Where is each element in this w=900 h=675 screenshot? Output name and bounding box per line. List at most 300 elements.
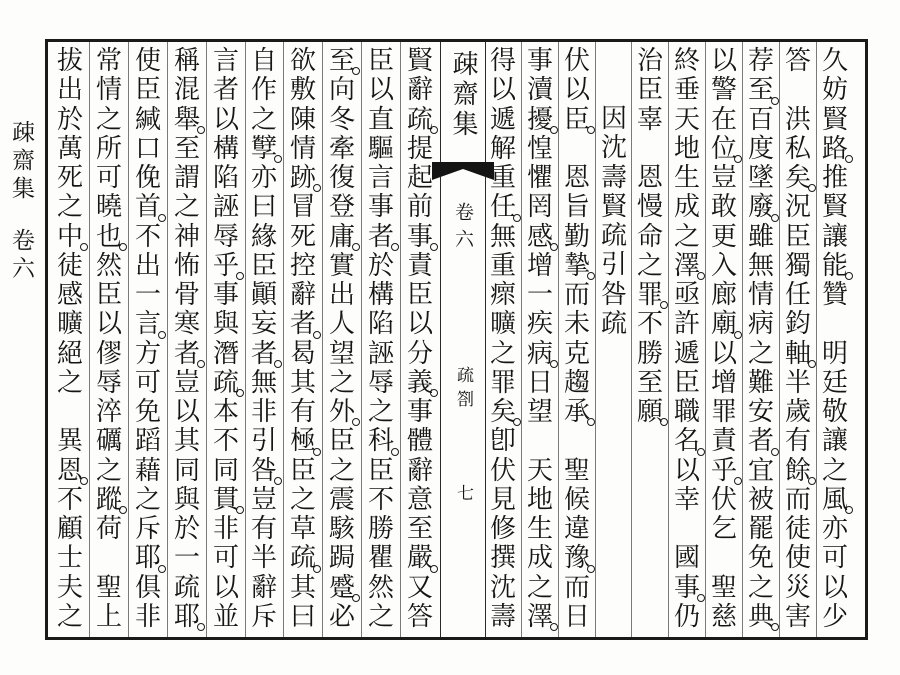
character: 不 xyxy=(367,484,394,515)
character: 之 xyxy=(747,338,774,369)
character: 旨 xyxy=(563,192,590,223)
character: 壽 xyxy=(489,601,516,632)
character: 一 xyxy=(134,280,161,310)
character: 伏 xyxy=(563,46,590,76)
left-text-column-2 xyxy=(362,47,400,632)
character: 至 xyxy=(406,514,433,544)
character: 職 xyxy=(673,397,700,427)
blank-space xyxy=(90,544,128,573)
character: 事 xyxy=(526,46,553,76)
character: 臣 xyxy=(289,455,316,486)
character: 淬 xyxy=(95,397,122,427)
character: 被 xyxy=(747,484,774,515)
character: 誣 xyxy=(367,338,394,369)
character: 義 xyxy=(406,367,433,398)
character: 情 xyxy=(747,280,774,310)
character: 至 xyxy=(636,367,663,398)
character: 神 xyxy=(173,221,200,252)
character: 驅 xyxy=(367,133,394,164)
character: 澤 xyxy=(673,250,700,281)
character: 而 xyxy=(563,280,590,310)
character: 曉 xyxy=(95,192,122,223)
character: 構 xyxy=(367,280,394,310)
character: 賢 xyxy=(821,192,848,223)
character: 藉 xyxy=(134,455,161,486)
character: 治 xyxy=(636,46,663,76)
character: 與 xyxy=(173,484,200,515)
character: 嚴 xyxy=(406,543,433,574)
center-strip-volume: 卷六 xyxy=(452,202,474,256)
character: 臣 xyxy=(563,104,590,135)
character: 不 xyxy=(56,484,83,515)
character: 位 xyxy=(710,133,737,164)
character: 科 xyxy=(367,426,394,457)
character: 混 xyxy=(173,75,200,106)
character: 人 xyxy=(328,309,355,340)
character: 潛 xyxy=(212,338,239,369)
character: 於 xyxy=(56,104,83,135)
character: 恩 xyxy=(563,163,590,193)
character: 疾 xyxy=(526,309,553,340)
character: 之 xyxy=(526,572,553,603)
character: 日 xyxy=(563,601,590,632)
right-text-column-6 xyxy=(631,47,669,427)
character: 之 xyxy=(56,367,83,398)
character: 誣 xyxy=(212,192,239,223)
character: 跡 xyxy=(289,163,316,193)
character: 之 xyxy=(673,221,700,252)
character: 生 xyxy=(526,514,553,544)
character: 臣 xyxy=(367,46,394,76)
character: 乞 xyxy=(710,514,737,544)
character: 害 xyxy=(784,601,811,632)
character: 病 xyxy=(747,309,774,340)
character: 澤 xyxy=(526,601,553,632)
character: 起 xyxy=(406,163,433,193)
character: 之 xyxy=(328,367,355,398)
character: 聖 xyxy=(563,455,590,486)
character: 賢 xyxy=(821,104,848,135)
character: 之 xyxy=(367,397,394,427)
character: 前 xyxy=(406,192,433,223)
character: 怖 xyxy=(173,250,200,281)
character: 推 xyxy=(821,163,848,193)
character: 事 xyxy=(367,192,394,223)
character: 事 xyxy=(673,572,700,603)
character: 半 xyxy=(250,543,277,574)
character: 辱 xyxy=(95,367,122,398)
character: 感 xyxy=(56,280,83,310)
character: 增 xyxy=(526,250,553,281)
character: 有 xyxy=(250,514,277,544)
character: 臣 xyxy=(636,75,663,106)
character: 作 xyxy=(250,75,277,106)
character: 上 xyxy=(95,601,122,632)
character: 控 xyxy=(289,250,316,281)
character: 情 xyxy=(95,75,122,106)
character: 有 xyxy=(289,397,316,427)
character: 廟 xyxy=(710,309,737,340)
character: 答 xyxy=(784,46,811,76)
character: 臣 xyxy=(250,250,277,281)
character: 而 xyxy=(784,484,811,515)
character: 終 xyxy=(673,46,700,76)
character: 臣 xyxy=(95,280,122,310)
character: 敷 xyxy=(289,75,316,106)
character: 貫 xyxy=(212,484,239,515)
character: 以 xyxy=(406,309,433,340)
character: 曰 xyxy=(250,192,277,223)
character: 之 xyxy=(367,601,394,632)
character: 伏 xyxy=(710,484,737,515)
character: 與 xyxy=(212,309,239,340)
character: 孼 xyxy=(250,133,277,164)
character: 之 xyxy=(134,484,161,515)
character: 感 xyxy=(526,221,553,252)
character: 提 xyxy=(406,133,433,164)
character: 成 xyxy=(673,192,700,223)
character: 墜 xyxy=(747,163,774,193)
character: 出 xyxy=(328,280,355,310)
character: 咎 xyxy=(600,279,627,310)
character: 耶 xyxy=(134,543,161,574)
character: 天 xyxy=(673,104,700,135)
character: 卽 xyxy=(489,426,516,457)
character: 辭 xyxy=(289,280,316,310)
character: 死 xyxy=(56,163,83,193)
character: 難 xyxy=(747,367,774,398)
right-text-column-9 xyxy=(521,47,559,632)
character: 瞿 xyxy=(367,543,394,574)
character: 宜 xyxy=(747,455,774,486)
character: 免 xyxy=(134,397,161,427)
character: 免 xyxy=(747,543,774,574)
character: 沈 xyxy=(600,133,627,164)
character: 方 xyxy=(134,338,161,369)
character: 本 xyxy=(212,397,239,427)
character: 餘 xyxy=(784,455,811,486)
character: 至 xyxy=(328,46,355,76)
character: 言 xyxy=(212,46,239,76)
character: 壽 xyxy=(600,162,627,193)
character: 見 xyxy=(489,484,516,515)
character: 至 xyxy=(173,133,200,164)
character: 必 xyxy=(328,601,355,632)
character: 典 xyxy=(747,601,774,632)
character: 增 xyxy=(710,367,737,398)
character: 修 xyxy=(489,514,516,544)
character: 以 xyxy=(710,46,737,76)
character: 違 xyxy=(563,514,590,544)
character: 臣 xyxy=(406,280,433,310)
character: 外 xyxy=(328,397,355,427)
character: 荐 xyxy=(747,46,774,76)
character: 之 xyxy=(95,104,122,135)
character: 自 xyxy=(250,46,277,76)
character: 答 xyxy=(406,601,433,632)
character: 賢 xyxy=(406,46,433,76)
character: 以 xyxy=(173,397,200,427)
character: 伏 xyxy=(489,455,516,486)
character: 曠 xyxy=(56,309,83,340)
character: 荷 xyxy=(95,514,122,544)
character: 亦 xyxy=(821,514,848,544)
left-text-column-7 xyxy=(168,47,206,632)
character: 非 xyxy=(212,514,239,544)
character: 死 xyxy=(289,221,316,252)
character: 斥 xyxy=(250,601,277,632)
character: 疏 xyxy=(600,308,627,339)
character: 矣 xyxy=(489,397,516,427)
character: 以 xyxy=(563,75,590,106)
character: 責 xyxy=(710,426,737,457)
character: 之 xyxy=(289,484,316,515)
character: 僇 xyxy=(95,338,122,369)
character: 士 xyxy=(56,543,83,574)
left-text-column-10 xyxy=(51,47,89,632)
character: 遞 xyxy=(673,338,700,369)
character: 謂 xyxy=(173,163,200,193)
character: 地 xyxy=(673,133,700,164)
character: 以 xyxy=(212,572,239,603)
character: 事 xyxy=(406,397,433,427)
character: 於 xyxy=(173,514,200,544)
character: 跼 xyxy=(328,543,355,574)
character: 辭 xyxy=(406,455,433,486)
character: 贊 xyxy=(821,280,848,310)
character: 軸 xyxy=(784,338,811,369)
character: 陳 xyxy=(289,104,316,135)
character: 候 xyxy=(563,484,590,515)
character: 未 xyxy=(563,309,590,340)
character: 以 xyxy=(489,75,516,106)
character: 出 xyxy=(134,250,161,281)
character: 疏 xyxy=(600,221,627,251)
character: 不 xyxy=(134,221,161,252)
character: 雖 xyxy=(747,221,774,252)
character: 擾 xyxy=(526,104,553,135)
character: 讓 xyxy=(821,221,848,252)
character: 願 xyxy=(636,397,663,427)
character: 而 xyxy=(563,572,590,603)
character: 不 xyxy=(212,426,239,457)
character: 非 xyxy=(250,397,277,427)
character: 度 xyxy=(747,133,774,164)
character: 以 xyxy=(212,104,239,135)
character: 辜 xyxy=(636,104,663,135)
character: 成 xyxy=(526,543,553,574)
character: 重 xyxy=(489,163,516,193)
character: 疏 xyxy=(173,572,200,603)
character: 廢 xyxy=(747,192,774,223)
left-text-column-3 xyxy=(323,47,361,632)
blank-space xyxy=(816,310,854,339)
page-number: 七 xyxy=(453,484,473,501)
character: 沈 xyxy=(489,572,516,603)
character: 況 xyxy=(784,192,811,223)
character: 聖 xyxy=(95,572,122,603)
character: 可 xyxy=(134,367,161,398)
character: 庸 xyxy=(328,221,355,252)
character: 之 xyxy=(489,338,516,369)
character: 緣 xyxy=(250,221,277,252)
character: 罪 xyxy=(636,280,663,310)
character: 之 xyxy=(95,455,122,486)
character: 分 xyxy=(406,338,433,369)
character: 以 xyxy=(821,572,848,603)
character: 者 xyxy=(289,309,316,340)
character: 寒 xyxy=(173,309,200,340)
character: 其 xyxy=(173,426,200,457)
character: 非 xyxy=(134,601,161,632)
character: 引 xyxy=(600,250,627,281)
character: 可 xyxy=(212,543,239,574)
left-text-column-1 xyxy=(401,47,439,632)
character: 之 xyxy=(56,192,83,223)
character: 冒 xyxy=(289,192,316,223)
character: 命 xyxy=(636,221,663,252)
blank-space xyxy=(779,76,817,105)
character: 舉 xyxy=(173,104,200,135)
character: 路 xyxy=(821,133,848,164)
character: 勝 xyxy=(367,514,394,544)
character: 可 xyxy=(821,543,848,574)
character: 撰 xyxy=(489,543,516,574)
character: 罷 xyxy=(747,514,774,544)
character: 至 xyxy=(747,75,774,106)
blank-space xyxy=(668,515,706,544)
character: 辭 xyxy=(250,572,277,603)
character: 乎 xyxy=(710,455,737,486)
character: 廊 xyxy=(710,280,737,310)
character: 少 xyxy=(821,601,848,632)
character: 顚 xyxy=(250,280,277,310)
character: 幸 xyxy=(673,484,700,515)
character: 矣 xyxy=(784,163,811,193)
right-text-column-1 xyxy=(816,47,854,632)
character: 首 xyxy=(134,192,161,223)
character: 天 xyxy=(526,455,553,486)
character: 亟 xyxy=(673,280,700,310)
character: 有 xyxy=(784,426,811,457)
character: 風 xyxy=(821,484,848,515)
character: 無 xyxy=(250,367,277,398)
character: 國 xyxy=(673,543,700,574)
character: 一 xyxy=(526,280,553,310)
character: 半 xyxy=(784,367,811,398)
left-text-column-4 xyxy=(284,47,322,632)
character: 妨 xyxy=(821,75,848,106)
character: 之 xyxy=(328,455,355,486)
character: 災 xyxy=(784,572,811,603)
character: 亦 xyxy=(250,163,277,193)
character: 中 xyxy=(56,221,83,252)
character: 極 xyxy=(289,426,316,457)
character: 礪 xyxy=(95,426,122,457)
character: 登 xyxy=(328,192,355,223)
character: 直 xyxy=(367,104,394,135)
character: 稱 xyxy=(173,46,200,76)
character: 言 xyxy=(367,163,394,193)
character: 望 xyxy=(328,338,355,369)
character: 能 xyxy=(821,250,848,281)
margin-volume-label: 卷六 xyxy=(8,228,34,284)
character: 骨 xyxy=(173,280,200,310)
character: 無 xyxy=(747,250,774,281)
right-text-column-2 xyxy=(779,47,817,632)
character: 更 xyxy=(710,221,737,252)
blank-space xyxy=(521,427,559,456)
character: 豈 xyxy=(710,163,737,193)
character: 蹤 xyxy=(95,484,122,515)
character: 臣 xyxy=(784,221,811,252)
character: 之 xyxy=(821,455,848,486)
character: 出 xyxy=(56,75,83,106)
character: 臣 xyxy=(673,367,700,398)
character: 罔 xyxy=(526,192,553,223)
character: 私 xyxy=(784,133,811,164)
character: 蹙 xyxy=(328,572,355,603)
character: 豈 xyxy=(173,367,200,398)
character: 任 xyxy=(784,280,811,310)
left-text-column-5 xyxy=(245,47,283,632)
character: 夫 xyxy=(56,572,83,603)
character: 恩 xyxy=(636,163,663,193)
character: 讓 xyxy=(821,426,848,457)
character: 同 xyxy=(212,455,239,486)
character: 豫 xyxy=(563,543,590,574)
right-text-column-4 xyxy=(705,47,743,632)
character: 然 xyxy=(367,572,394,603)
character: 瘝 xyxy=(489,280,516,310)
character: 之 xyxy=(56,601,83,632)
character: 地 xyxy=(526,484,553,515)
character: 拔 xyxy=(56,46,83,76)
character: 使 xyxy=(784,543,811,574)
character: 曷 xyxy=(289,338,316,369)
character: 慈 xyxy=(710,601,737,632)
character: 引 xyxy=(250,426,277,457)
character: 罪 xyxy=(489,367,516,398)
character: 之 xyxy=(173,192,200,223)
character: 萬 xyxy=(56,133,83,164)
character: 妄 xyxy=(250,309,277,340)
character: 安 xyxy=(747,397,774,427)
character: 徒 xyxy=(56,250,83,281)
character: 廷 xyxy=(821,367,848,398)
character: 曠 xyxy=(489,309,516,340)
character: 臣 xyxy=(134,75,161,106)
character: 欲 xyxy=(289,46,316,76)
character: 事 xyxy=(212,280,239,310)
character: 者 xyxy=(747,426,774,457)
character: 復 xyxy=(328,163,355,193)
margin-book-title: 疎齋集 xyxy=(8,120,34,204)
character: 任 xyxy=(489,192,516,223)
character: 其 xyxy=(289,572,316,603)
character: 疏 xyxy=(212,367,239,398)
character: 俛 xyxy=(134,163,161,193)
right-text-column-10 xyxy=(484,47,522,632)
character: 草 xyxy=(289,514,316,544)
character: 常 xyxy=(95,46,122,76)
character: 許 xyxy=(673,309,700,340)
character: 以 xyxy=(95,309,122,340)
character: 重 xyxy=(489,250,516,281)
character: 牽 xyxy=(328,133,355,164)
character: 者 xyxy=(212,75,239,106)
character: 以 xyxy=(367,75,394,106)
